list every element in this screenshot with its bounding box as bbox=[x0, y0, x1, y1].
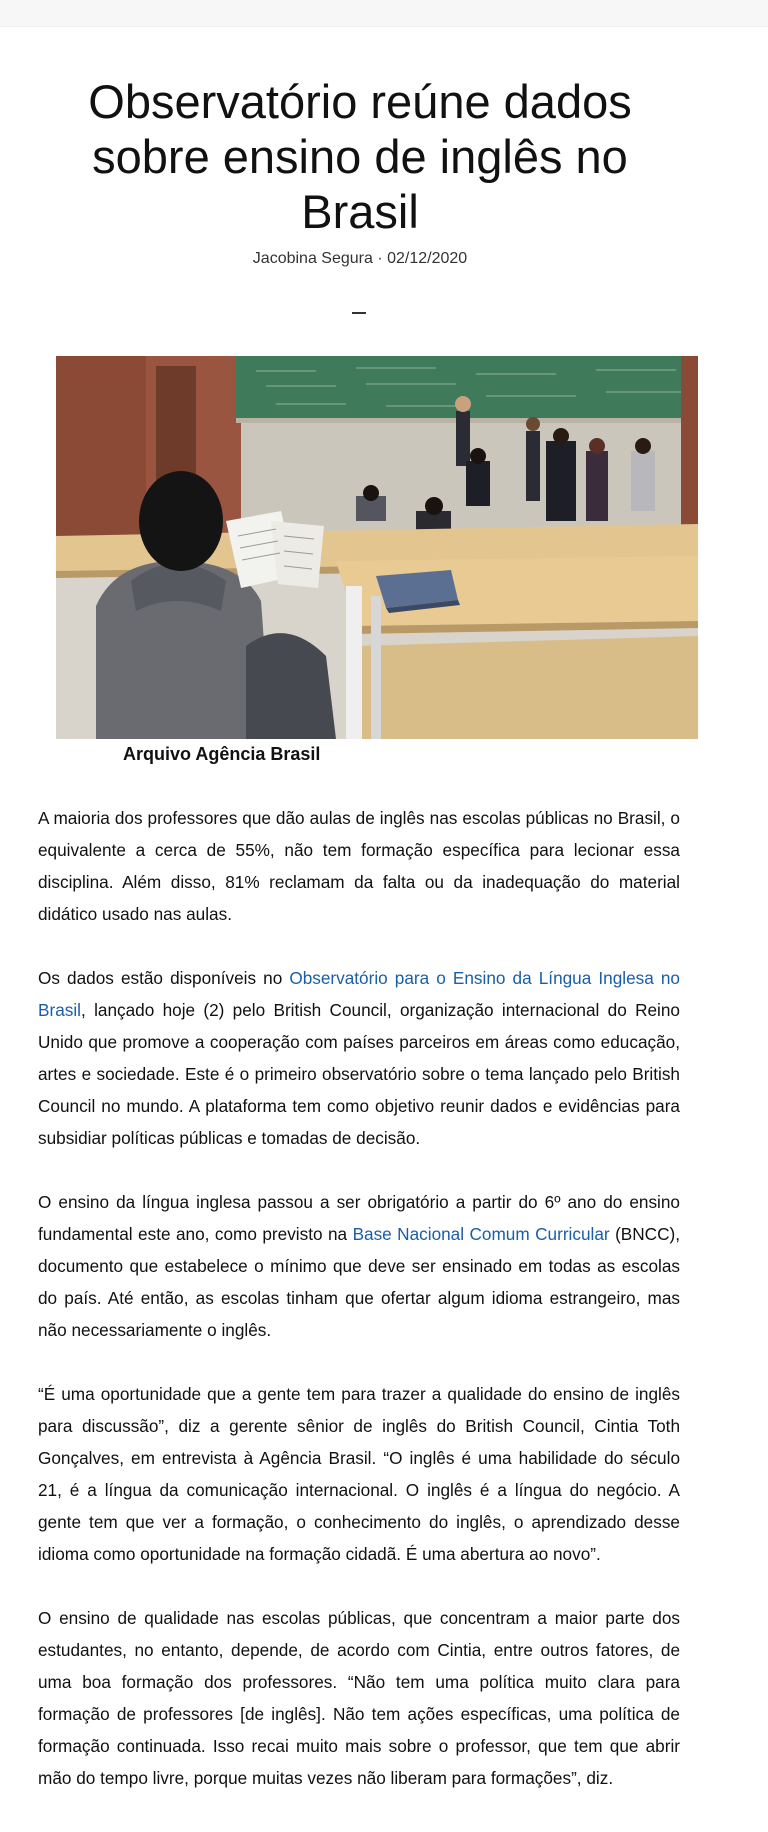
paragraph bbox=[38, 1186, 680, 1346]
paragraph bbox=[38, 962, 680, 1154]
article-image bbox=[56, 356, 698, 739]
article-byline bbox=[0, 250, 720, 268]
publish-date: 02/12/2020 bbox=[387, 250, 468, 267]
meta-separator: · bbox=[377, 250, 383, 267]
image-caption: Arquivo Agência Brasil bbox=[123, 744, 321, 764]
article-title: Observatório reúne dados sobre ensino de inglês no Brasil bbox=[88, 75, 632, 238]
classroom-photo bbox=[56, 356, 698, 739]
author-name: Jacobina Segura bbox=[252, 250, 373, 267]
title-divider bbox=[352, 312, 366, 314]
paragraph: A maioria dos professores que dão aulas de inglês nas escolas públicas no Brasil, o equivalente a cerca de 55%, não tem formação específica para lecionar essa disciplina. Além disso, 81% reclamam da falta ou da inadequação do material didático usado nas aulas. bbox=[38, 808, 680, 924]
paragraph: O ensino de qualidade nas escolas públicas, que concentram a maior parte dos estudantes, no entanto, depende, de acordo com Cintia, entre outros fatores, de uma boa formação dos professores. “Não tem uma política muito clara para formação de professores [de inglês]. Não tem ações específicas, uma política de formação continuada. Isso recai muito mais sobre o professor, que tem que abrir mão do tempo livre, porque muitas vezes não liberam para formações”, diz. bbox=[38, 1608, 680, 1788]
observatorio-link[interactable]: Observatório para o Ensino da Língua Inglesa no Brasil bbox=[38, 968, 680, 1020]
paragraph-text: O ensino da língua inglesa passou a ser obrigatório a partir do 6º ano do ensino fundamental este ano, como previsto na bbox=[38, 1192, 680, 1244]
paragraph-text: (BNCC), documento que estabelece o mínimo que deve ser ensinado em todas as escolas do país. Até então, as escolas tinham que ofertar algum idioma estrangeiro, mas não necessariamente o inglês. bbox=[38, 1224, 680, 1340]
paragraph: “É uma oportunidade que a gente tem para trazer a qualidade do ensino de inglês para discussão”, diz a gerente sênior de inglês do British Council, Cintia Toth Gonçalves, em entrevista à Agência Brasil. “O inglês é uma habilidade do século 21, é a língua da comunicação internacional. O inglês é a língua do negócio. A gente tem que ver a formação, o conhecimento do inglês, o aprendizado desse idioma como oportunidade na formação cidadã. É uma abertura ao novo”. bbox=[38, 1384, 680, 1564]
paragraph-text: , lançado hoje (2) pelo British Council, organização internacional do Reino Unido que promove a cooperação com países parceiros em áreas como educação, artes e sociedade. Este é o primeiro observatório sobre o tema lançado pelo British Council no mundo. A plataforma tem como objetivo reunir dados e evidências para subsidiar políticas públicas e tomadas de decisão. bbox=[38, 1000, 680, 1148]
paragraph-text: Os dados estão disponíveis no bbox=[38, 968, 290, 988]
article-body bbox=[38, 802, 680, 1826]
top-bar bbox=[0, 0, 768, 27]
bncc-link[interactable]: Base Nacional Comum Curricular bbox=[352, 1224, 610, 1244]
